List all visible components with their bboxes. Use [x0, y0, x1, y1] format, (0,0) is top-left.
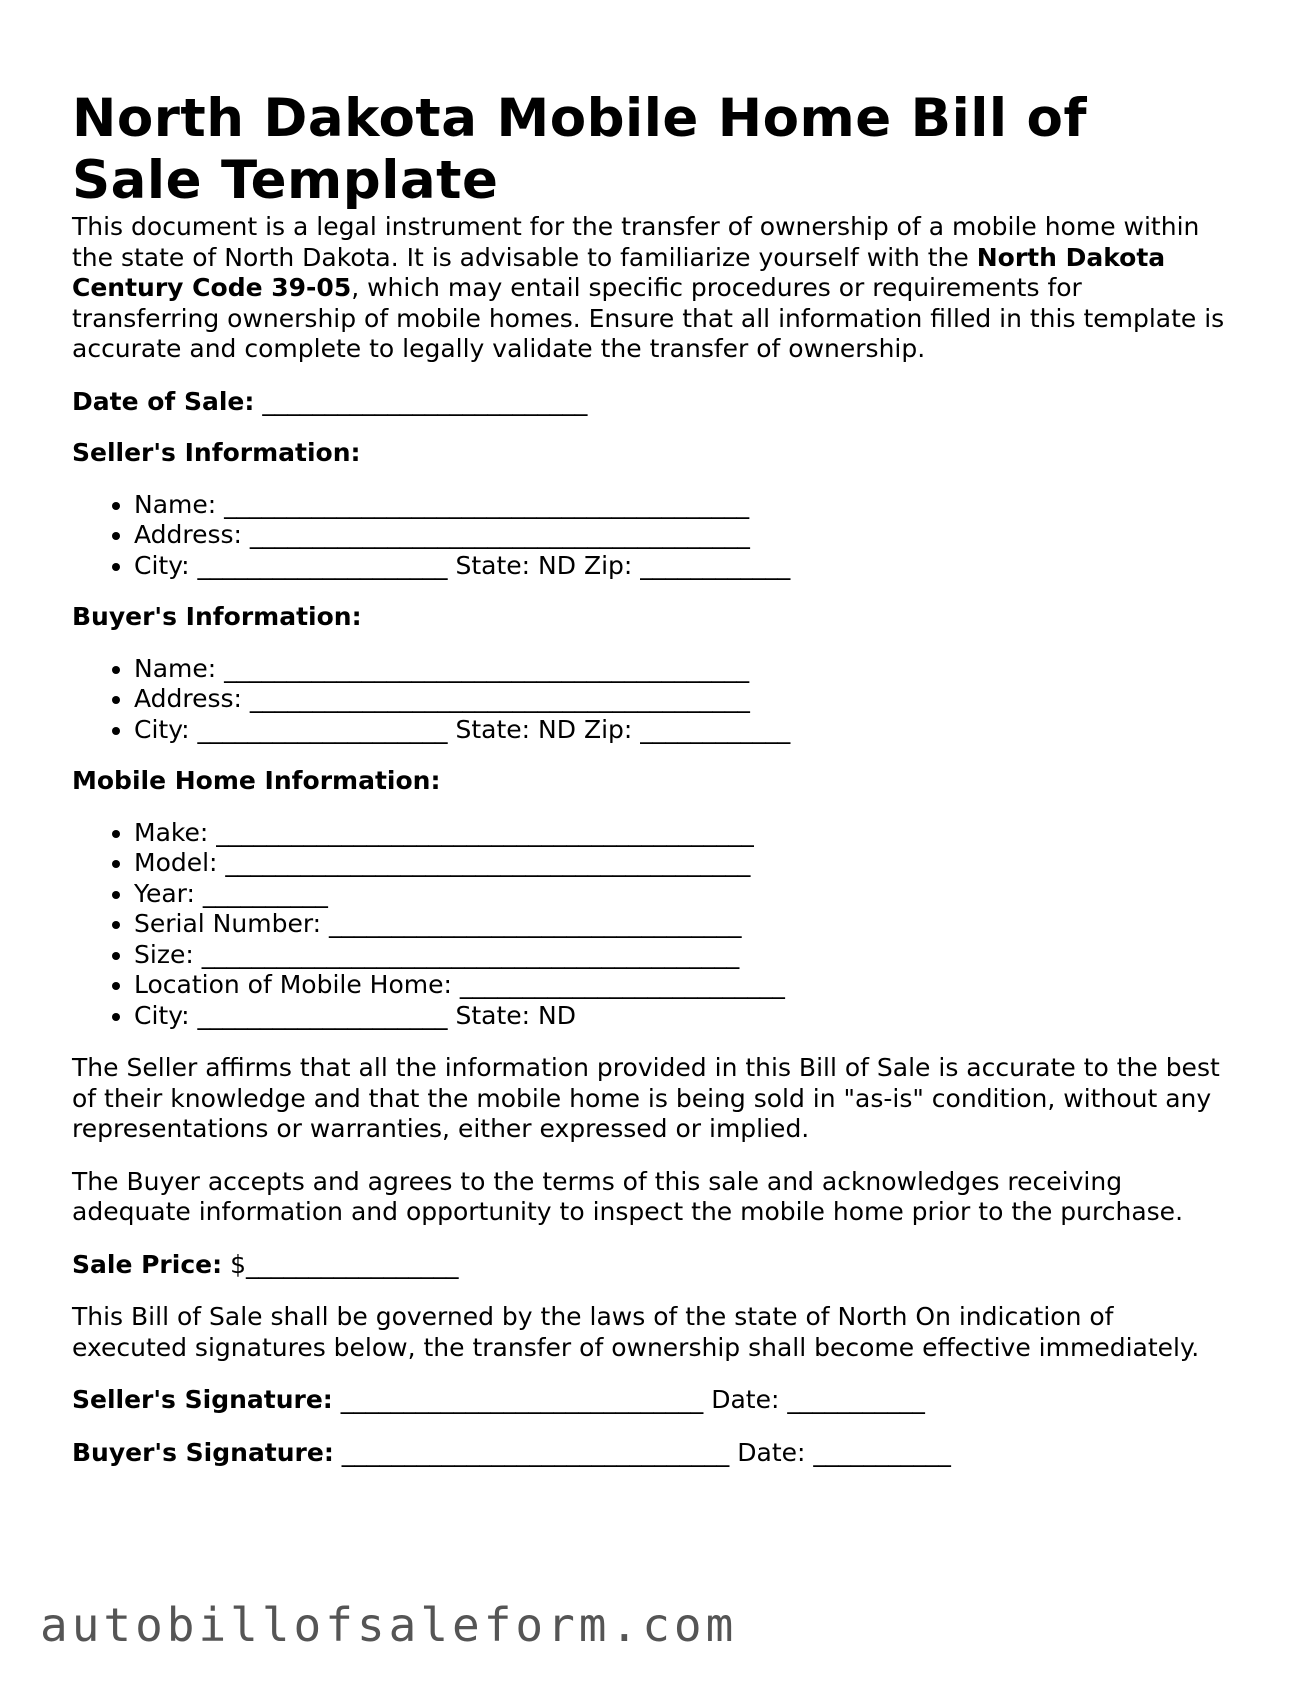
mobile-home-serial-field[interactable]: • Serial Number: _________________________________ [134, 909, 1232, 940]
seller-signature-label: Seller's Signature: [72, 1385, 333, 1414]
buyer-name-field[interactable]: • Name: __________________________________________ [134, 654, 1232, 685]
seller-info-list [72, 490, 1232, 582]
sale-price-label: Sale Price: [72, 1249, 223, 1279]
seller-signature-blank[interactable]: _____________________________ Date: ___________ [340, 1385, 925, 1414]
buyer-info-list [72, 654, 1232, 746]
buyer-info-heading: Buyer's Information: [72, 602, 362, 631]
buyer-acceptance-paragraph: The Buyer accepts and agrees to the terms of this sale and acknowledges receiving adequate information and opportunity to inspect the mobile home prior to the purchase. [72, 1166, 1184, 1226]
mobile-home-info-heading: Mobile Home Information: [72, 766, 441, 795]
seller-address-field[interactable]: • Address: ________________________________________ [134, 520, 1232, 551]
buyer-address-field[interactable]: • Address: ________________________________________ [134, 684, 1232, 715]
seller-city-state-zip-field[interactable]: • City: ____________________ State: ND Zip: ____________ [134, 551, 1232, 582]
seller-signature-field[interactable] [72, 1385, 1232, 1416]
buyer-signature-label: Buyer's Signature: [72, 1437, 334, 1467]
governing-law-paragraph: This Bill of Sale shall be governed by the laws of the state of North On indication of executed signatures below, the transfer of ownership shall become effective immediately. [72, 1302, 1200, 1362]
date-of-sale-blank[interactable]: __________________________ [262, 386, 588, 416]
mobile-home-city-state-field[interactable]: • City: ____________________ State: ND [134, 1001, 1232, 1032]
buyer-city-state-zip-field[interactable]: • City: ____________________ State: ND Zip: ____________ [134, 715, 1232, 746]
page-title: North Dakota Mobile Home Bill of Sale Template [72, 88, 1088, 211]
site-watermark: autobillofsaleform.com [40, 1598, 738, 1652]
mobile-home-location-field[interactable]: • Location of Mobile Home: __________________________ [134, 970, 1232, 1001]
seller-name-field[interactable]: • Name: __________________________________________ [134, 490, 1232, 521]
intro-text-2: , which may entail specific procedures or requirements for transferring ownership of mobile homes. Ensure that all information filled in this template is accurate and complete to legally validate the transfer of ownership. [72, 273, 1225, 363]
buyer-signature-field[interactable] [72, 1438, 1232, 1469]
seller-info-heading: Seller's Information: [72, 438, 361, 467]
mobile-home-info-list [72, 818, 1232, 1032]
intro-text-1: This document is a legal instrument for the transfer of ownership of a mobile home within the state of North Dakota. It is advisable to familiarize yourself with the [72, 212, 1200, 272]
mobile-home-model-field[interactable]: • Model: __________________________________________ [134, 848, 1232, 879]
buyer-signature-blank[interactable]: _______________________________ Date: ___________ [341, 1437, 951, 1467]
date-of-sale-field[interactable] [72, 387, 1232, 418]
sale-price-blank[interactable]: $_________________ [230, 1249, 459, 1279]
document-page [72, 88, 1232, 1468]
sale-price-field[interactable] [72, 1250, 1232, 1281]
seller-affirmation-paragraph: The Seller affirms that all the information provided in this Bill of Sale is accurate to the best of their knowledge and that the mobile home is being sold in "as-is" condition, without any representations or warranties, either expressed or implied. [72, 1053, 1220, 1143]
intro-code-reference: North Dakota Century Code 39-05 [72, 242, 1166, 302]
date-of-sale-label: Date of Sale: [72, 386, 255, 416]
mobile-home-make-field[interactable]: • Make: ___________________________________________ [134, 818, 1232, 849]
mobile-home-size-field[interactable]: • Size: ___________________________________________ [134, 940, 1232, 971]
mobile-home-year-field[interactable]: • Year: __________ [134, 879, 1232, 910]
intro-paragraph [72, 212, 1232, 365]
